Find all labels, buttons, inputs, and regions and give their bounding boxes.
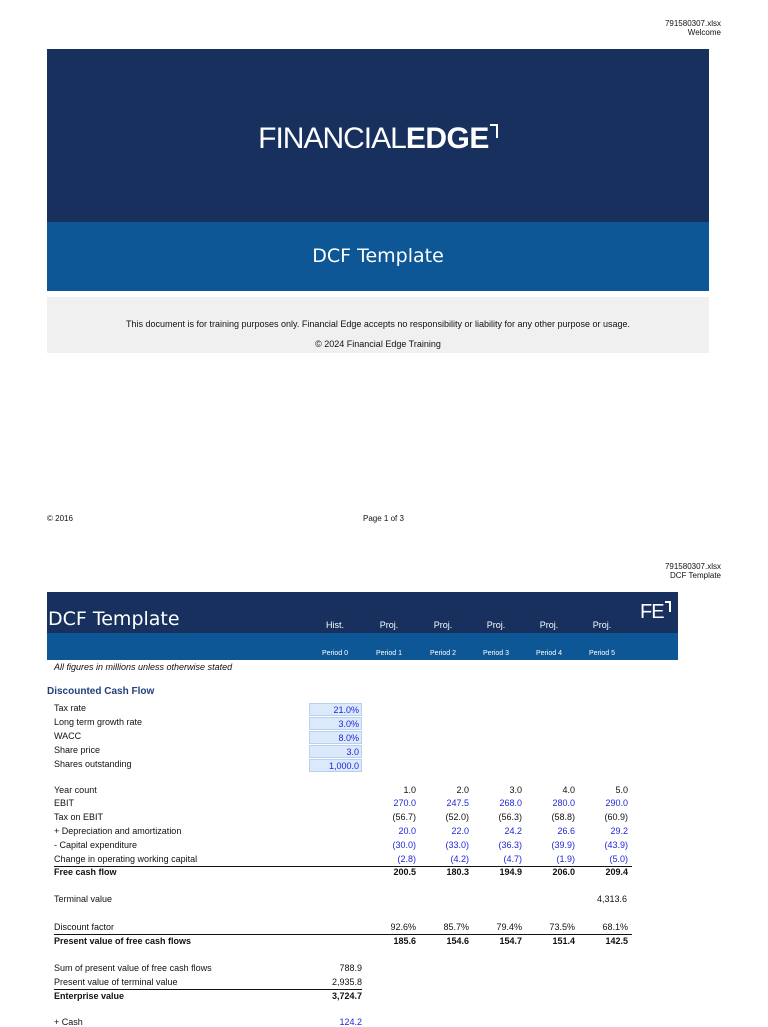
row-value: 3.0 [509,785,522,795]
row-label: Change in operating working capital [54,854,198,864]
row-value: 247.5 [446,798,469,808]
row-value: (58.8) [551,812,575,822]
fcf-top-rule [54,866,632,867]
row-value: (36.3) [498,840,522,850]
input-label: Tax rate [54,703,87,713]
row-value: (52.0) [445,812,469,822]
input-label: Long term growth rate [54,717,143,727]
row-value: 200.5 [393,867,416,877]
financial-edge-logo: FINANCIALEDGE [47,122,709,156]
row-value: (4.2) [450,854,469,864]
column-period: Period 5 [588,650,616,657]
pv-value: 142.5 [605,936,628,946]
summary-label: Sum of present value of free cash flows [54,963,212,973]
summary-label: Enterprise value [54,991,125,1001]
row-label: Tax on EBIT [54,812,104,822]
row-label: - Capital expenditure [54,840,138,850]
input-cell[interactable]: 1,000.0 [309,759,362,772]
row-value: (5.0) [609,854,628,864]
row-value: 5.0 [615,785,628,795]
column-period: Period 2 [429,650,457,657]
row-value: 2.0 [456,785,469,795]
disclaimer-box [47,297,709,353]
footer-left: © 2016 [47,514,73,523]
summary-value: 3,724.7 [331,991,362,1001]
file-name: 791580307.xlsx [664,19,721,28]
row-value: 20.0 [398,826,416,836]
row-value: (2.8) [397,854,416,864]
discount-factor-label: Discount factor [54,922,115,932]
summary-value: 788.9 [339,963,362,973]
terminal-value-label: Terminal value [54,894,113,904]
column-head: Proj. [592,620,612,630]
pv-value: 185.6 [393,936,416,946]
logo-corner-icon [490,124,498,138]
row-value: (39.9) [551,840,575,850]
discount-factor-value: 92.6% [390,922,416,932]
welcome-title: DCF Template [47,222,709,291]
input-cell[interactable]: 3.0 [309,745,362,758]
row-value: 22.0 [451,826,469,836]
row-value: 29.2 [610,826,628,836]
input-label: Shares outstanding [54,759,132,769]
fe-logo-corner-icon [665,601,671,612]
pv-value: 154.6 [446,936,469,946]
row-value: 206.0 [552,867,575,877]
input-cell[interactable]: 3.0% [309,717,362,730]
column-head: Proj. [433,620,453,630]
column-period: Period 1 [375,650,403,657]
section-title: Discounted Cash Flow [47,686,155,697]
row-value: (1.9) [556,854,575,864]
disclaimer-text: This document is for training purposes only. Financial Edge accepts no responsibility or liability for any other purpose or usage. [125,319,631,329]
pv-value: 151.4 [552,936,575,946]
terminal-value: 4,313.6 [596,894,627,904]
input-label: Share price [54,745,101,755]
row-value: 180.3 [446,867,469,877]
row-value: 24.2 [504,826,522,836]
row-label: EBIT [54,798,75,808]
row-value: (56.3) [498,812,522,822]
row-value: (4.7) [503,854,522,864]
row-value: (30.0) [392,840,416,850]
welcome-banner [47,49,709,222]
summary-label: + Cash [54,1017,83,1027]
column-head: Proj. [539,620,559,630]
column-period: Period 3 [482,650,510,657]
file-name-2: 791580307.xlsx [664,562,721,571]
row-value: (43.9) [604,840,628,850]
row-value: 270.0 [393,798,416,808]
row-value: 26.6 [557,826,575,836]
column-head: Proj. [486,620,506,630]
column-head: Hist. [326,620,344,630]
column-period: Period 4 [535,650,563,657]
summary-label: Present value of terminal value [54,977,178,987]
row-value: 268.0 [499,798,522,808]
row-value: 1.0 [403,785,416,795]
discount-factor-value: 85.7% [443,922,469,932]
fe-logo: FE [640,601,671,624]
input-label: WACC [54,731,82,741]
summary-value: 2,935.8 [331,977,362,987]
row-value: 4.0 [562,785,575,795]
units-note: All figures in millions unless otherwise stated [54,662,233,672]
column-period: Period 0 [321,650,349,657]
row-value: (33.0) [445,840,469,850]
row-value: (60.9) [604,812,628,822]
input-cell[interactable]: 8.0% [309,731,362,744]
row-value: (56.7) [392,812,416,822]
row-label: Free cash flow [54,867,117,877]
input-cell[interactable]: 21.0% [309,703,362,716]
pv-top-rule [54,934,632,935]
row-value: 290.0 [605,798,628,808]
row-value: 280.0 [552,798,575,808]
pv-value: 154.7 [499,936,522,946]
row-label: + Depreciation and amortization [54,826,182,836]
copyright-text: © 2024 Financial Edge Training [315,339,441,349]
row-value: 209.4 [605,867,628,877]
column-head: Proj. [379,620,399,630]
discount-factor-value: 73.5% [549,922,575,932]
discount-factor-value: 79.4% [496,922,522,932]
ev-top-rule [54,989,362,990]
discount-factor-value: 68.1% [602,922,628,932]
sheet-name-2: DCF Template [670,571,721,580]
row-label: Year count [54,785,97,795]
row-value: 194.9 [499,867,522,877]
summary-value: 124.2 [339,1017,362,1027]
pv-label: Present value of free cash flows [54,936,192,946]
dcf-title: DCF Template [48,608,180,630]
sheet-name: Welcome [687,28,721,37]
footer-page: Page 1 of 3 [363,514,404,523]
